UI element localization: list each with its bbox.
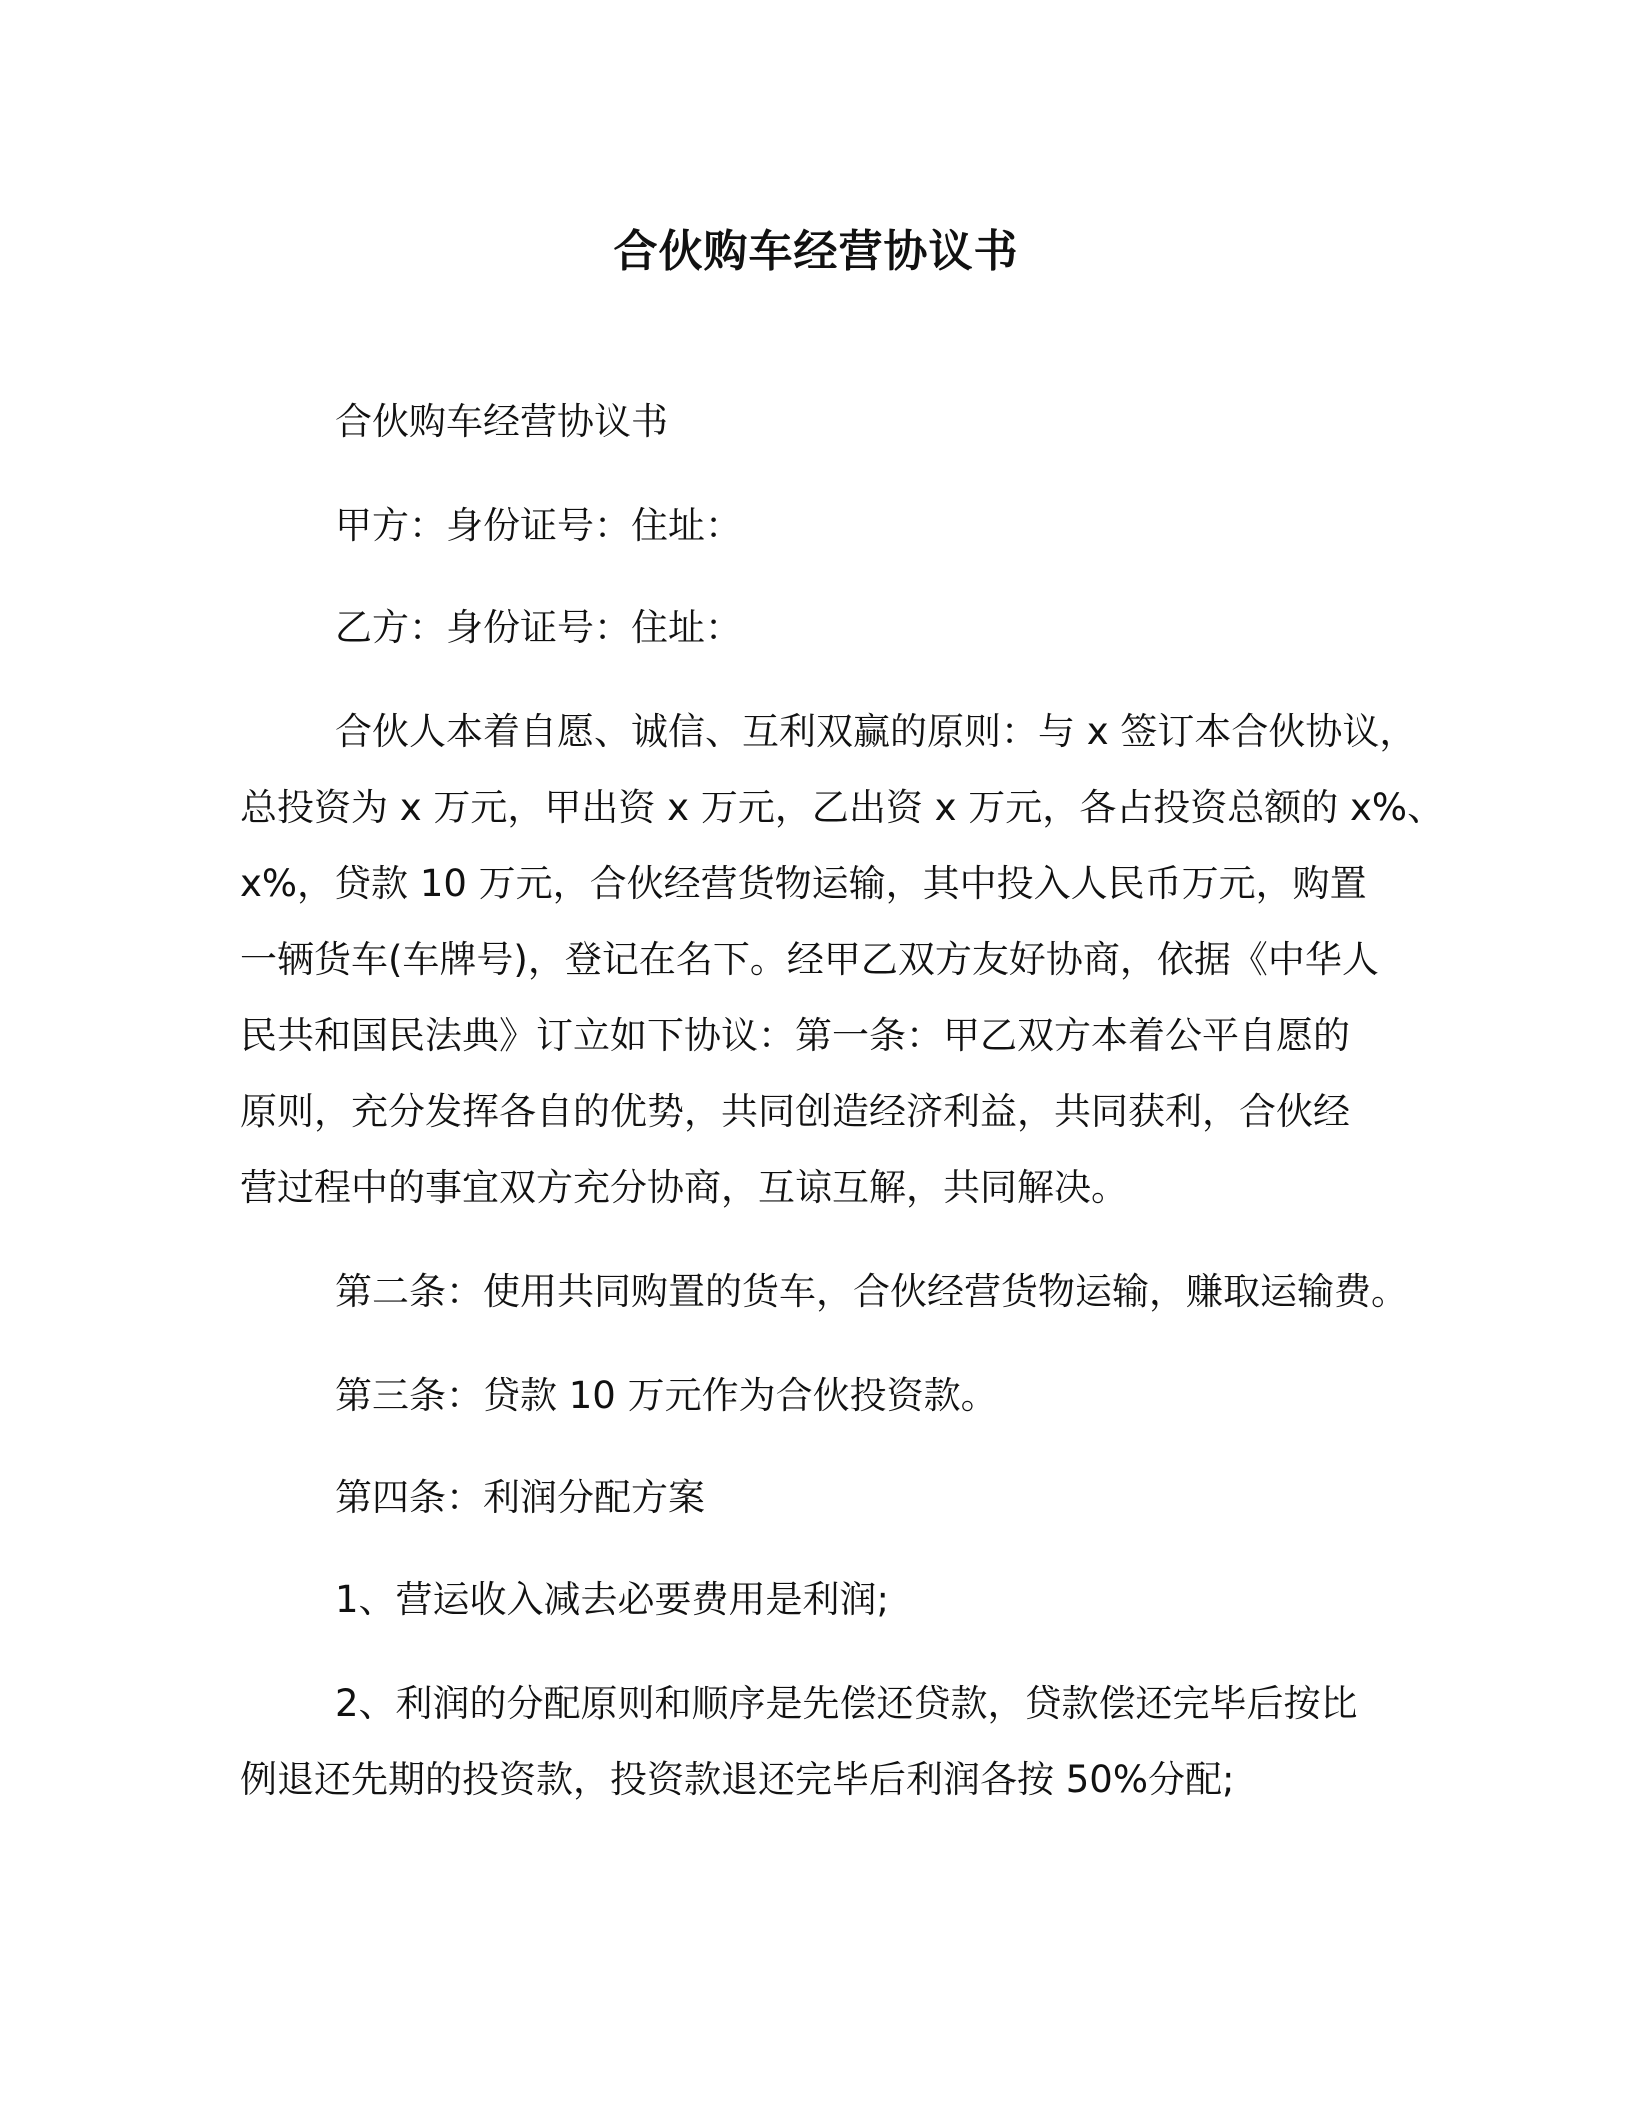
intro-line-7: 营过程中的事宜双方充分协商，互谅互解，共同解决。 bbox=[240, 1166, 1128, 1209]
party-a-line: 甲方：身份证号：住址： bbox=[335, 504, 742, 547]
intro-line-4: 一辆货车(车牌号)，登记在名下。经甲乙双方友好协商，依据《中华人 bbox=[240, 938, 1379, 981]
item-2-line-1: 2、利润的分配原则和顺序是先偿还贷款，贷款偿还完毕后按比 bbox=[335, 1682, 1358, 1725]
intro-line-6: 原则，充分发挥各自的优势，共同创造经济利益，共同获利，合伙经 bbox=[240, 1090, 1350, 1133]
document-heading: 合伙购车经营协议书 bbox=[335, 400, 668, 443]
article-2: 第二条：使用共同购置的货车，合伙经营货物运输，赚取运输费。 bbox=[335, 1270, 1408, 1313]
document-title: 合伙购车经营协议书 bbox=[613, 226, 1019, 277]
party-b-line: 乙方：身份证号：住址： bbox=[335, 606, 742, 649]
intro-line-5: 民共和国民法典》订立如下协议：第一条：甲乙双方本着公平自愿的 bbox=[240, 1014, 1350, 1057]
item-1: 1、营运收入减去必要费用是利润; bbox=[335, 1578, 890, 1621]
intro-line-3: x%，贷款 10 万元，合伙经营货物运输，其中投入人民币万元，购置 bbox=[240, 862, 1367, 905]
intro-line-1: 合伙人本着自愿、诚信、互利双赢的原则：与 x 签订本合伙协议， bbox=[335, 710, 1417, 753]
article-4: 第四条：利润分配方案 bbox=[335, 1476, 705, 1519]
item-2-line-2: 例退还先期的投资款，投资款退还完毕后利润各按 50%分配; bbox=[240, 1758, 1235, 1801]
article-3: 第三条：贷款 10 万元作为合伙投资款。 bbox=[335, 1374, 998, 1417]
intro-line-2: 总投资为 x 万元，甲出资 x 万元，乙出资 x 万元，各占投资总额的 x%、 bbox=[240, 786, 1445, 829]
